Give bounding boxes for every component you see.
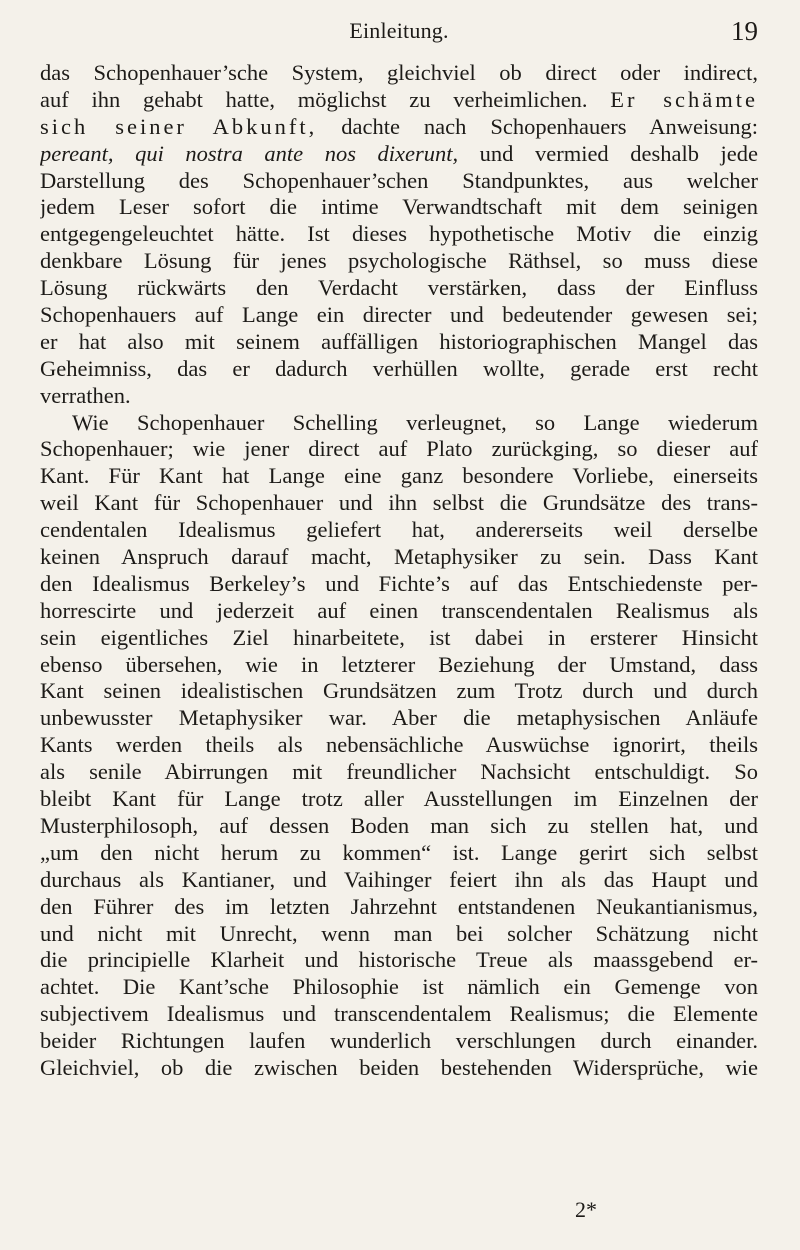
page-number: 19	[731, 16, 758, 46]
text-line: durchaus als Kantianer, und Vaihinger feiert ihn als das Haupt und	[40, 866, 758, 892]
text-line: die principielle Klarheit und historische Treue als maassgebend er-	[40, 947, 758, 973]
text-line: jedem Leser sofort die intime Verwandtschaft mit dem seinigen	[40, 194, 758, 220]
text-line	[40, 87, 758, 114]
text-segment: auf ihn gehabt hatte, möglichst zu verheimlichen.	[40, 86, 611, 112]
latin-quotation: pereant, qui nostra ante nos dixerunt,	[40, 140, 459, 166]
text-line: er hat also mit seinem auffälligen historiographischen Mangel das	[40, 328, 758, 354]
text-segment: und vermied deshalb jede	[458, 140, 758, 166]
text-line: Geheimniss, das er dadurch verhüllen wollte, gerade erst recht	[40, 355, 758, 381]
text-line: sein eigentliches Ziel hinarbeitete, ist dabei in ersterer Hinsicht	[40, 624, 758, 650]
text-line: entgegengeleuchtet hätte. Ist dieses hypothetische Motiv die einzig	[40, 221, 758, 247]
text-line	[40, 114, 758, 141]
paragraph-start-line: Wie Schopenhauer Schelling verleugnet, so Lange wiederum	[72, 409, 758, 435]
text-line: Kants werden theils als nebensächliche Auswüchse ignorirt, theils	[40, 732, 758, 758]
text-line: beider Richtungen laufen wunderlich verschlungen durch einander.	[40, 1028, 758, 1054]
text-line: subjectivem Idealismus und transcendentalem Realismus; die Elemente	[40, 1001, 758, 1027]
text-line: Musterphilosoph, auf dessen Boden man sich zu stellen hat, und	[40, 812, 758, 838]
page-header	[40, 8, 758, 44]
text-line: denkbare Lösung für jenes psychologische Räthsel, so muss diese	[40, 248, 758, 274]
text-line: bleibt Kant für Lange trotz aller Ausstellungen im Einzelnen der	[40, 786, 758, 812]
text-line: keinen Anspruch darauf macht, Metaphysiker zu sein. Dass Kant	[40, 544, 758, 570]
text-line: cendentalen Idealismus geliefert hat, andererseits weil derselbe	[40, 517, 758, 543]
text-line: Darstellung des Schopenhauer’schen Standpunktes, aus welcher	[40, 167, 758, 193]
text-line: Kant seinen idealistischen Grundsätzen zum Trotz durch und durch	[40, 678, 758, 704]
paragraph-end-line: verrathen.	[40, 382, 131, 408]
text-line: Kant. Für Kant hat Lange eine ganz besondere Vorliebe, einerseits	[40, 463, 758, 489]
body-text	[40, 60, 758, 1082]
text-line: das Schopenhauer’sche System, gleichviel ob direct oder indirect,	[40, 60, 758, 85]
text-line: Lösung rückwärts den Verdacht verstärken, dass der Einfluss	[40, 275, 758, 301]
text-line	[40, 141, 758, 168]
text-line: Gleichviel, ob die zwischen beiden bestehenden Widersprüche, wie	[40, 1054, 758, 1080]
text-line: achtet. Die Kant’sche Philosophie ist nämlich ein Gemenge von	[40, 974, 758, 1000]
text-line: Schopenhauers auf Lange ein directer und bedeutender gewesen sei;	[40, 302, 758, 328]
text-line: den Idealismus Berkeley’s und Fichte’s auf das Entschiedenste per-	[40, 570, 758, 596]
text-line: Schopenhauer; wie jener direct auf Plato zurückging, so dieser auf	[40, 436, 758, 462]
text-line: horrescirte und jederzeit auf einen transcendentalen Realismus als	[40, 597, 758, 623]
signature-mark: 2*	[575, 1197, 597, 1222]
text-line: den Führer des im letzten Jahrzehnt entstandenen Neukantianismus,	[40, 893, 758, 919]
text-line: unbewusster Metaphysiker war. Aber die metaphysischen Anläufe	[40, 705, 758, 731]
text-line: weil Kant für Schopenhauer und ihn selbst die Grundsätze des trans-	[40, 490, 758, 516]
emphasized-text: sich seiner Abkunft,	[40, 113, 318, 139]
text-line: und nicht mit Unrecht, wenn man bei solcher Schätzung nicht	[40, 920, 758, 946]
text-line: „um den nicht herum zu kommen“ ist. Lange gerirt sich selbst	[40, 839, 758, 865]
text-segment: dachte nach Schopenhauers Anweisung:	[317, 113, 758, 139]
text-line: als senile Abirrungen mit freundlicher Nachsicht entschuldigt. So	[40, 759, 758, 785]
running-head: Einleitung.	[349, 18, 449, 43]
text-line: ebenso übersehen, wie in letzterer Beziehung der Umstand, dass	[40, 651, 758, 677]
emphasized-text: Er schämte	[610, 86, 758, 112]
